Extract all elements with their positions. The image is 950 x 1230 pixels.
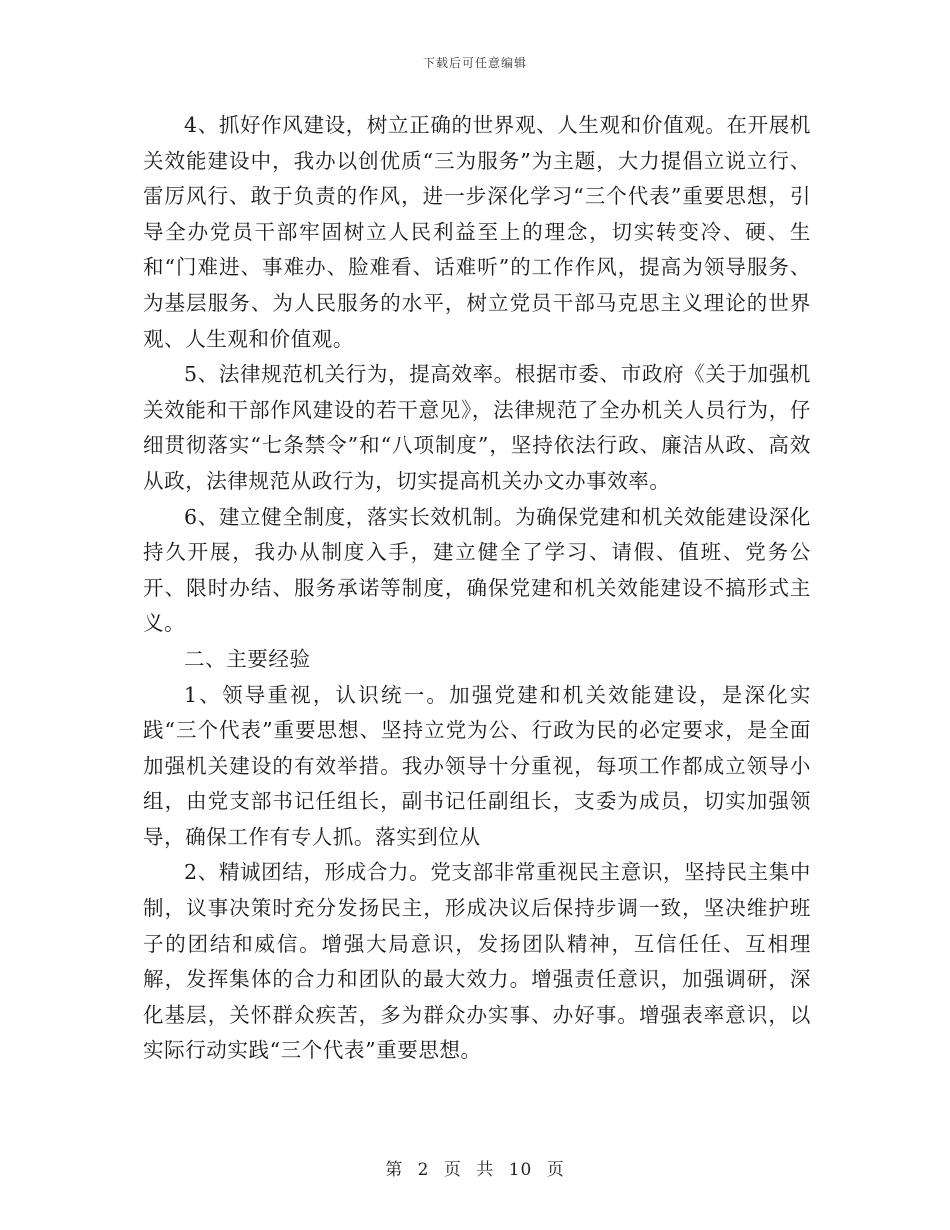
paragraph-work-style: 4、抓好作风建设，树立正确的世界观、人生观和价值观。在开展机关效能建设中，我办以创优质“三为服务”为主题，大力提倡立说立行、雷厉风行、敢于负责的作风，进一步深化学习“三个代表”重要思想，引导全办党员干部牢固树立人民利益至上的理念，切实转变冷、硬、生和“门难进、事难办、脸难看、话难听”的工作作风，提高为领导服务、为基层服务、为人民服务的水平，树立党员干部马克思主义理论的世界观、人生观和价值观。 — [143, 113, 811, 351]
section-heading-main-experience: 二、主要经验 — [184, 646, 311, 671]
page-number-footer: 第 2 页 共 10 页 — [385, 1160, 565, 1180]
page-header: 下载后可任意编辑 — [422, 56, 527, 70]
paragraph-institution-building: 6、建立健全制度，落实长效机制。为确保党建和机关效能建设深化持久开展，我办从制度入手，建立健全了学习、请假、值班、党务公开、限时办结、服务承诺等制度，确保党建和机关效能建设不搞形式主义。 — [143, 504, 811, 636]
paragraph-regulate-conduct: 5、法律规范机关行为，提高效率。根据市委、市政府《关于加强机关效能和干部作风建设的若干意见》，法律规范了全办机关人员行为，仔细贯彻落实“七条禁令”和“八项制度”，坚持依法行政、廉洁从政、高效从政，法律规范从政行为，切实提高机关办文办事效率。 — [143, 362, 811, 493]
document-body — [143, 108, 811, 1069]
paragraph-leadership: 1、领导重视，认识统一。加强党建和机关效能建设，是深化实践“三个代表”重要思想、坚持立党为公、行政为民的必定要求，是全面加强机关建设的有效举措。我办领导十分重视，每项工作都成立领导小组，由党支部书记任组长，副书记任副组长，支委为成员，切实加强领导，确保工作有专人抓。落实到位从 — [143, 682, 811, 849]
paragraph-unity: 2、精诚团结，形成合力。党支部非常重视民主意识，坚持民主集中制，议事决策时充分发扬民主，形成决议后保持步调一致，坚决维护班子的团结和威信。增强大局意识，发扬团队精神，互信任任、互相理解，发挥集体的合力和团队的最大效力。增强责任意识，加强调研，深化基层，关怀群众疾苦，多为群众办实事、办好事。增强表率意识，以实际行动实践“三个代表”重要思想。 — [143, 860, 811, 1063]
